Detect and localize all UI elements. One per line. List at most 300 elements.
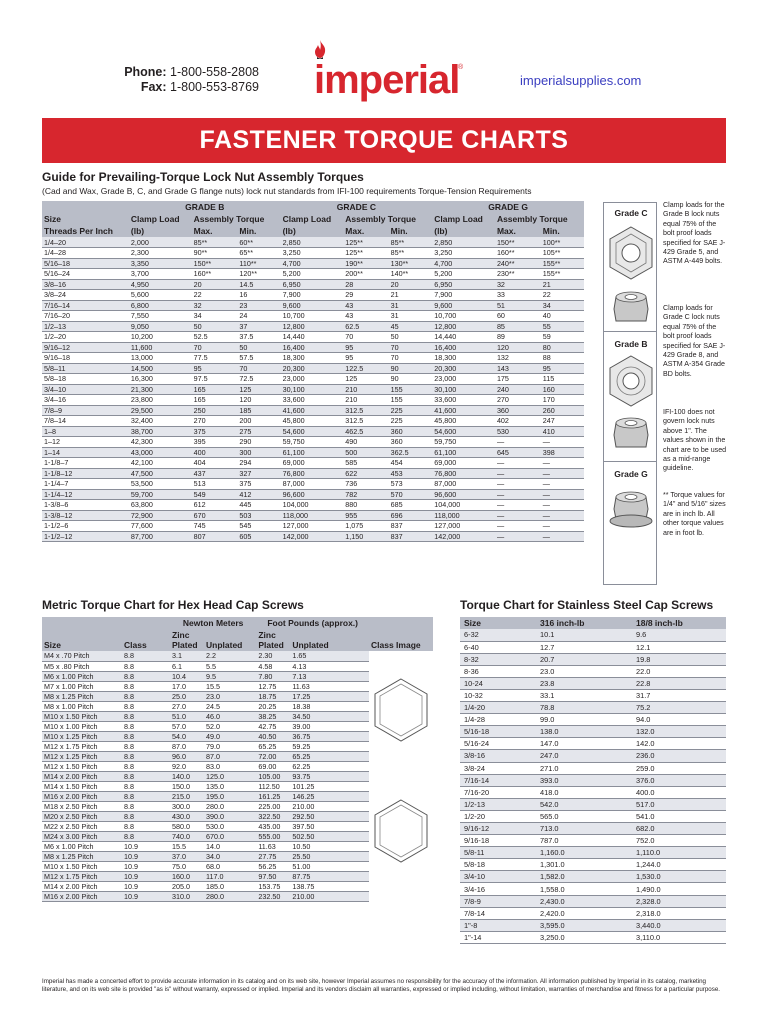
table-cell: 138.75 <box>290 881 369 891</box>
table-cell: 59,750 <box>432 437 495 448</box>
table-cell: 72.5 <box>237 374 280 385</box>
table-cell: 21,300 <box>129 384 192 395</box>
table-cell: 205.0 <box>170 881 204 891</box>
table-cell: M7 x 1.00 Pitch <box>42 681 122 691</box>
table-row <box>42 374 584 385</box>
table-row <box>460 677 726 689</box>
table-cell: 605 <box>237 531 280 542</box>
table-row <box>460 689 726 701</box>
disclaimer-text: Imperial has made a concerted effort to provide accurate information in its catalog and on its web site, however Imperial assumes no responsibility for the accuracy of the information. All information published by Imperial in its catalog, marketing literature, and on its web site is provided "as is" without warranty, expressed or implied. Imperial and its vendors disclaim all warranties, expressed or implied including, without limitation, warranties of merchandise and fitness for a particular purpose. <box>42 978 720 993</box>
table-cell: 10,700 <box>281 311 344 322</box>
table-row <box>42 248 584 259</box>
table-cell: 6-32 <box>460 629 536 641</box>
hex-bolt-10-9-icon <box>371 780 431 890</box>
table-cell: 9.5 <box>204 671 256 681</box>
table-cell: 83.0 <box>204 761 256 771</box>
table-cell: 310.0 <box>170 891 204 901</box>
table-cell: 87.75 <box>290 871 369 881</box>
table-cell: 41,600 <box>432 405 495 416</box>
table-cell: 7.13 <box>290 671 369 681</box>
table-cell: M8 x 1.00 Pitch <box>42 701 122 711</box>
zinc-plated-header: Zinc Plated <box>170 629 204 651</box>
table-cell: 45,800 <box>432 416 495 427</box>
table-cell: 10.9 <box>122 871 170 881</box>
table-cell: 42.75 <box>256 721 290 731</box>
table-cell: 225 <box>389 405 433 416</box>
table-cell: 292.50 <box>290 811 369 821</box>
table-cell: 1,490.0 <box>632 883 726 895</box>
table-cell: 2,850 <box>432 237 495 248</box>
table-row <box>460 883 726 895</box>
table-cell: 5,600 <box>129 290 192 301</box>
table-cell: 90 <box>389 363 433 374</box>
table-cell: 542.0 <box>536 798 632 810</box>
imperial-logo <box>314 40 464 108</box>
table-row <box>42 531 584 542</box>
table-cell: 12,800 <box>432 321 495 332</box>
table-cell: 95 <box>541 363 584 374</box>
table-cell: 21 <box>389 290 433 301</box>
table-cell: 147.0 <box>536 738 632 750</box>
table-cell: 2,318.0 <box>632 907 726 919</box>
table-cell: 150** <box>495 237 541 248</box>
table-cell: 95 <box>343 353 388 364</box>
table-cell: 37 <box>237 321 280 332</box>
table-cell: 92.0 <box>170 761 204 771</box>
table-cell: 225.00 <box>256 801 290 811</box>
table-cell: 8.8 <box>122 791 170 801</box>
table-row <box>460 653 726 665</box>
table-row <box>460 871 726 883</box>
table-cell: 3/8–24 <box>42 290 129 301</box>
table-cell: 33.1 <box>536 689 632 701</box>
lock-nut-section-subtitle: (Cad and Wax, Grade B, C, and Grade G flange nuts) lock nut standards from IFI-100 requirements Torque-Tension Requirements <box>42 186 532 196</box>
table-cell: M6 x 1.00 Pitch <box>42 841 122 851</box>
table-cell: 41,600 <box>281 405 344 416</box>
table-cell: 60 <box>495 311 541 322</box>
table-cell: 76,800 <box>281 468 344 479</box>
table-cell: 1-1/2–12 <box>42 531 129 542</box>
table-cell: 397.50 <box>290 821 369 831</box>
table-cell: 161.25 <box>256 791 290 801</box>
table-cell: 165 <box>192 384 238 395</box>
table-cell: — <box>495 521 541 532</box>
table-cell: 75.2 <box>632 702 726 714</box>
table-cell: 175 <box>495 374 541 385</box>
table-cell: 4,950 <box>129 279 192 290</box>
table-cell: 104,000 <box>281 500 344 511</box>
hex-bolt-8-8-icon <box>371 675 431 745</box>
table-cell: 127,000 <box>432 521 495 532</box>
table-cell: M10 x 1.50 Pitch <box>42 861 122 871</box>
table-cell: 14.5 <box>237 279 280 290</box>
table-cell: 1/2–13 <box>42 321 129 332</box>
table-cell: 10.50 <box>290 841 369 851</box>
table-cell: 9/16-12 <box>460 823 536 835</box>
zinc-plated-header: Zinc Plated <box>256 629 290 651</box>
metric-torque-table <box>42 617 433 902</box>
table-cell: 143 <box>495 363 541 374</box>
table-cell: 787.0 <box>536 835 632 847</box>
table-cell: 1-1/4–12 <box>42 489 129 500</box>
table-cell: 670.0 <box>204 831 256 841</box>
table-cell: — <box>495 458 541 469</box>
min-header: Min. <box>389 225 433 237</box>
table-cell: 8.8 <box>122 651 170 661</box>
table-cell: 22 <box>541 290 584 301</box>
table-cell: 105.00 <box>256 771 290 781</box>
table-cell: 565.0 <box>536 810 632 822</box>
table-cell: 17.0 <box>170 681 204 691</box>
table-cell: 580.0 <box>170 821 204 831</box>
table-cell: 418.0 <box>536 786 632 798</box>
table-cell: 375 <box>237 479 280 490</box>
table-row <box>42 384 584 395</box>
table-cell: 37.5 <box>237 332 280 343</box>
table-cell: 120** <box>237 269 280 280</box>
table-cell: 500 <box>343 447 388 458</box>
table-cell: 1,582.0 <box>536 871 632 883</box>
table-cell: 160** <box>192 269 238 280</box>
table-cell: 23.0 <box>204 691 256 701</box>
table-cell: M5 x .80 Pitch <box>42 661 122 671</box>
table-cell: 40.50 <box>256 731 290 741</box>
table-cell: 47,500 <box>129 468 192 479</box>
table-cell: 34 <box>192 311 238 322</box>
table-cell: 685 <box>389 500 433 511</box>
table-cell: 393.0 <box>536 774 632 786</box>
table-cell: 280.0 <box>204 801 256 811</box>
table-cell: 1–12 <box>42 437 129 448</box>
table-cell: 300 <box>237 447 280 458</box>
table-cell: 7.80 <box>256 671 290 681</box>
table-cell: 3/8-16 <box>460 750 536 762</box>
table-cell: 225 <box>389 416 433 427</box>
table-cell: — <box>541 458 584 469</box>
table-cell: 740.0 <box>170 831 204 841</box>
table-cell: 5/16-18 <box>460 726 536 738</box>
table-cell: M24 x 3.00 Pitch <box>42 831 122 841</box>
table-cell: 63,800 <box>129 500 192 511</box>
table-cell: 3,250 <box>432 248 495 259</box>
table-cell: — <box>495 468 541 479</box>
table-cell: 271.0 <box>536 762 632 774</box>
table-cell: 117.0 <box>204 871 256 881</box>
table-cell: 11,600 <box>129 342 192 353</box>
table-cell: 18,300 <box>281 353 344 364</box>
table-cell: 200** <box>343 269 388 280</box>
table-cell: 513 <box>192 479 238 490</box>
table-cell: 5/8–18 <box>42 374 129 385</box>
table-cell: 160** <box>495 248 541 259</box>
table-cell: 200 <box>237 416 280 427</box>
table-cell: 11.63 <box>290 681 369 691</box>
table-cell: 6,800 <box>129 300 192 311</box>
table-cell: 16,400 <box>281 342 344 353</box>
table-cell: 51.00 <box>290 861 369 871</box>
table-cell: 51 <box>495 300 541 311</box>
table-row <box>460 665 726 677</box>
table-cell: 76,800 <box>432 468 495 479</box>
table-cell: 16,300 <box>129 374 192 385</box>
lb-header: (lb) <box>432 225 495 237</box>
table-cell: 70 <box>192 342 238 353</box>
table-row <box>460 762 726 774</box>
assembly-torque-header: Assembly Torque <box>495 213 584 225</box>
table-cell: 1,301.0 <box>536 859 632 871</box>
table-cell: 8.8 <box>122 671 170 681</box>
table-cell: 87,000 <box>432 479 495 490</box>
table-cell: 93.75 <box>290 771 369 781</box>
table-cell: 31.7 <box>632 689 726 701</box>
table-cell: 360 <box>389 437 433 448</box>
table-cell: 155** <box>541 258 584 269</box>
table-cell: 210 <box>343 395 388 406</box>
table-cell: 165 <box>192 395 238 406</box>
contact-info <box>114 65 259 95</box>
table-cell: 3/4–16 <box>42 395 129 406</box>
table-cell: M10 x 1.00 Pitch <box>42 721 122 731</box>
table-cell: 7/8-9 <box>460 895 536 907</box>
table-cell: 42,300 <box>129 437 192 448</box>
lock-nut-section-title: Guide for Prevailing-Torque Lock Nut Assembly Torques <box>42 170 364 184</box>
stainless-section-title: Torque Chart for Stainless Steel Cap Screws <box>460 598 714 612</box>
flame-icon <box>312 40 328 60</box>
table-cell: 1-3/8–12 <box>42 510 129 521</box>
table-cell: 1,558.0 <box>536 883 632 895</box>
table-cell: 29 <box>343 290 388 301</box>
table-row <box>460 919 726 931</box>
table-cell: 140** <box>389 269 433 280</box>
table-cell: 3/4–10 <box>42 384 129 395</box>
table-row <box>460 750 726 762</box>
table-cell: 8.8 <box>122 811 170 821</box>
table-cell: 32 <box>192 300 238 311</box>
grade-b-nut-icon <box>604 353 658 411</box>
table-cell: 300.0 <box>170 801 204 811</box>
table-cell: 72,900 <box>129 510 192 521</box>
table-cell: 398 <box>541 447 584 458</box>
table-cell: 275 <box>237 426 280 437</box>
table-cell: 54.0 <box>170 731 204 741</box>
table-cell: 3/4-10 <box>460 871 536 883</box>
table-cell: 880 <box>343 500 388 511</box>
table-cell: 25.0 <box>170 691 204 701</box>
table-cell: 18.75 <box>256 691 290 701</box>
table-row <box>42 300 584 311</box>
table-cell: M12 x 1.25 Pitch <box>42 751 122 761</box>
table-cell: 454 <box>389 458 433 469</box>
table-row <box>460 810 726 822</box>
table-row <box>42 363 584 374</box>
table-row <box>460 823 726 835</box>
table-cell: 25.50 <box>290 851 369 861</box>
table-cell: 125 <box>343 374 388 385</box>
table-cell: 955 <box>343 510 388 521</box>
table-cell: 23 <box>237 300 280 311</box>
grade-images-panel <box>603 202 657 585</box>
table-cell: 16 <box>237 290 280 301</box>
table-cell: 5,200 <box>432 269 495 280</box>
stainless-size-header: Size <box>460 617 536 629</box>
table-row <box>42 237 584 248</box>
table-cell: 45 <box>389 321 433 332</box>
table-cell: 23,000 <box>432 374 495 385</box>
table-cell: — <box>541 500 584 511</box>
table-cell: 30,100 <box>432 384 495 395</box>
table-row <box>42 468 584 479</box>
table-cell: 20 <box>192 279 238 290</box>
table-cell: 7,900 <box>281 290 344 301</box>
table-cell: 240** <box>495 258 541 269</box>
table-cell: 87,700 <box>129 531 192 542</box>
table-cell: 142.0 <box>632 738 726 750</box>
table-cell: 6,950 <box>432 279 495 290</box>
table-cell: — <box>495 489 541 500</box>
table-cell: 2,430.0 <box>536 895 632 907</box>
table-cell: 69.00 <box>256 761 290 771</box>
table-cell: 9/16-18 <box>460 835 536 847</box>
table-cell: 69,000 <box>281 458 344 469</box>
table-cell: 247.0 <box>536 750 632 762</box>
table-cell: 400.0 <box>632 786 726 798</box>
table-cell: 8.8 <box>122 751 170 761</box>
table-cell: 104,000 <box>432 500 495 511</box>
table-cell: 5/16-24 <box>460 738 536 750</box>
table-cell: 3,110.0 <box>632 931 726 943</box>
table-cell: 7/8–9 <box>42 405 129 416</box>
table-cell: 153.75 <box>256 881 290 891</box>
stainless-188-header: 18/8 inch-lb <box>632 617 726 629</box>
table-row <box>42 416 584 427</box>
table-cell: 90** <box>192 248 238 259</box>
table-row <box>42 479 584 490</box>
table-cell: 8.8 <box>122 701 170 711</box>
table-cell: 8-36 <box>460 665 536 677</box>
table-cell: 745 <box>192 521 238 532</box>
table-cell: 713.0 <box>536 823 632 835</box>
table-cell: 23.0 <box>536 665 632 677</box>
table-row <box>460 835 726 847</box>
table-cell: M18 x 2.50 Pitch <box>42 801 122 811</box>
table-cell: 645 <box>495 447 541 458</box>
assembly-torque-header: Assembly Torque <box>192 213 281 225</box>
table-cell: 8.8 <box>122 801 170 811</box>
table-cell: M8 x 1.25 Pitch <box>42 691 122 701</box>
table-cell: 160.0 <box>170 871 204 881</box>
table-row <box>42 290 584 301</box>
table-cell: 79.0 <box>204 741 256 751</box>
metric-class-header: Class <box>122 617 170 651</box>
table-row <box>460 774 726 786</box>
table-cell: M14 x 2.00 Pitch <box>42 771 122 781</box>
table-cell: 14.0 <box>204 841 256 851</box>
table-cell: 23,000 <box>281 374 344 385</box>
table-cell: 10,200 <box>129 332 192 343</box>
table-cell: 5/8-18 <box>460 859 536 871</box>
table-cell: 260 <box>541 405 584 416</box>
table-cell: 33,600 <box>281 395 344 406</box>
table-row <box>460 895 726 907</box>
table-cell: 1/4–28 <box>42 248 129 259</box>
table-cell: M12 x 1.75 Pitch <box>42 741 122 751</box>
table-cell: 54,600 <box>432 426 495 437</box>
table-cell: 502.50 <box>290 831 369 841</box>
class-8-8-image-cell <box>369 651 433 771</box>
torque-units-note: ** Torque values for 1/4" and 5/16" sizes are in inch lb. All other torque values are in foot lb. <box>663 491 726 537</box>
table-cell: — <box>495 531 541 542</box>
website-link[interactable]: imperialsupplies.com <box>520 73 642 88</box>
unplated-header: Unplated <box>290 629 369 651</box>
table-row <box>42 279 584 290</box>
table-row <box>460 702 726 714</box>
table-cell: 3,440.0 <box>632 919 726 931</box>
table-cell: 3,250.0 <box>536 931 632 943</box>
table-cell: 1/2-20 <box>460 810 536 822</box>
table-cell: 1/2-13 <box>460 798 536 810</box>
table-cell: 96.0 <box>170 751 204 761</box>
table-cell: 5/8-11 <box>460 847 536 859</box>
table-cell: 90 <box>389 374 433 385</box>
unplated-header: Unplated <box>204 629 256 651</box>
table-cell: 146.25 <box>290 791 369 801</box>
table-cell: 12.75 <box>256 681 290 691</box>
table-cell: 230** <box>495 269 541 280</box>
table-cell: — <box>541 531 584 542</box>
grade-c-label: Grade C <box>614 208 648 218</box>
table-cell: 2,328.0 <box>632 895 726 907</box>
table-cell: 138.0 <box>536 726 632 738</box>
table-cell: 3,700 <box>129 269 192 280</box>
table-cell: 42,100 <box>129 458 192 469</box>
table-cell: 59.25 <box>290 741 369 751</box>
logo-wordmark: imperial <box>314 58 460 102</box>
table-cell: 1,110.0 <box>632 847 726 859</box>
grade-b-nut-side-icon <box>604 413 658 457</box>
table-cell: 2,850 <box>281 237 344 248</box>
table-cell: 62.5 <box>343 321 388 332</box>
grade-c-nut-icon <box>604 223 658 283</box>
table-cell: M12 x 1.50 Pitch <box>42 761 122 771</box>
table-cell: 55 <box>541 321 584 332</box>
grade-g-header: GRADE G <box>432 201 584 213</box>
table-cell: — <box>541 510 584 521</box>
table-cell: 8.8 <box>122 691 170 701</box>
table-cell: 1/2–20 <box>42 332 129 343</box>
table-cell: 7/16-20 <box>460 786 536 798</box>
table-row <box>42 521 584 532</box>
table-cell: 59,750 <box>281 437 344 448</box>
table-cell: 99.0 <box>536 714 632 726</box>
table-cell: 65.25 <box>290 751 369 761</box>
table-cell: M10 x 1.50 Pitch <box>42 711 122 721</box>
table-cell: 195.0 <box>204 791 256 801</box>
table-cell: 54,600 <box>281 426 344 437</box>
table-cell: 87.0 <box>204 751 256 761</box>
table-cell: 7/16-14 <box>460 774 536 786</box>
table-cell: 132 <box>495 353 541 364</box>
table-cell: 28 <box>343 279 388 290</box>
table-cell: 555.00 <box>256 831 290 841</box>
table-cell: 101.25 <box>290 781 369 791</box>
table-cell: 59,700 <box>129 489 192 500</box>
table-cell: 9,600 <box>281 300 344 311</box>
table-cell: 2,420.0 <box>536 907 632 919</box>
table-cell: 20,300 <box>281 363 344 374</box>
table-cell: 250 <box>192 405 238 416</box>
table-cell: 160 <box>541 384 584 395</box>
class-image-header: Class Image <box>369 617 433 651</box>
